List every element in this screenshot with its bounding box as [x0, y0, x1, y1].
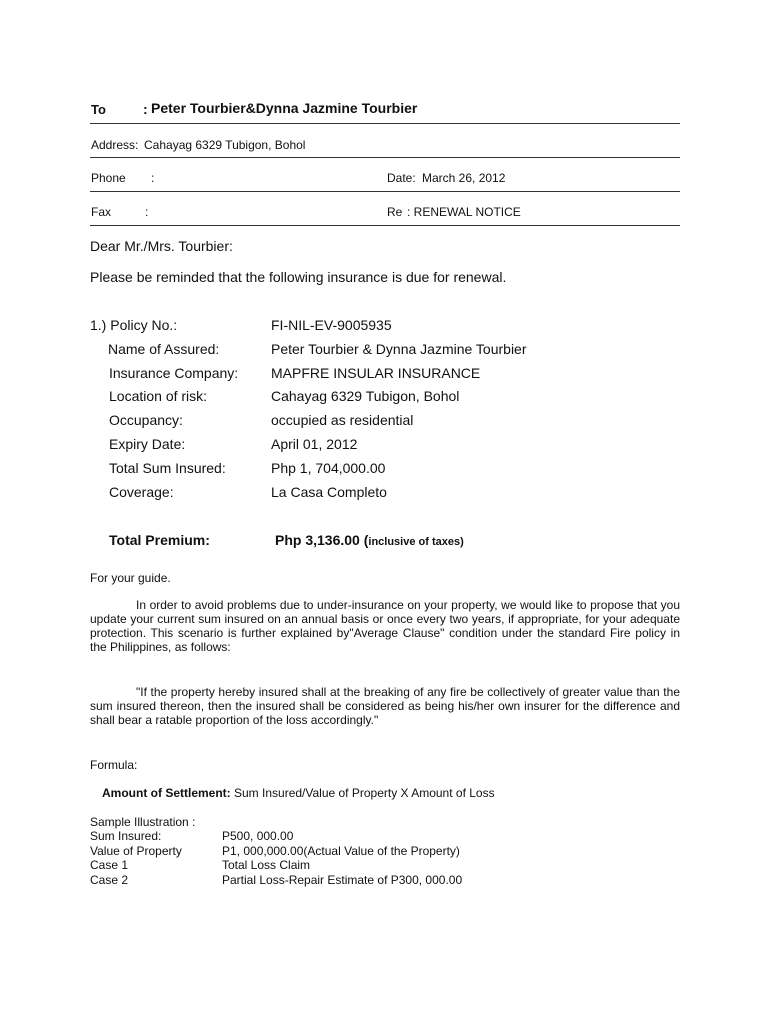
premium-amount: [275, 532, 464, 550]
illustration-label: Case 2: [90, 873, 129, 887]
policy-value: Php 1, 704,000.00: [271, 460, 386, 476]
policy-value: MAPFRE INSULAR INSURANCE: [271, 365, 481, 381]
premium-value: Php 3,136.00 (: [275, 532, 369, 548]
policy-label: Occupancy:: [109, 412, 183, 428]
policy-value: April 01, 2012: [271, 436, 358, 452]
policy-value: La Casa Completo: [271, 484, 387, 500]
date-label: Date:: [387, 171, 416, 185]
illustration-label: Sum Insured:: [90, 829, 162, 843]
policy-value: Cahayag 6329 Tubigon, Bohol: [271, 388, 460, 404]
guide-text: For your guide.: [90, 571, 171, 585]
intro-text: Please be reminded that the following insurance is due for renewal.: [90, 269, 507, 285]
to-colon: :: [143, 101, 148, 117]
settlement-line: [102, 786, 495, 800]
divider: [90, 157, 680, 158]
illustration-value: P1, 000,000.00(Actual Value of the Property): [222, 844, 460, 858]
illustration-value: P500, 000.00: [222, 829, 294, 843]
divider: [90, 123, 680, 124]
policy-label: Location of risk:: [109, 388, 208, 404]
address-value: Cahayag 6329 Tubigon, Bohol: [144, 138, 306, 152]
divider: [90, 191, 680, 192]
illustration-label: Case 1: [90, 858, 129, 872]
formula-label: Formula:: [90, 758, 138, 772]
phone-colon: :: [151, 171, 155, 185]
policy-label: Insurance Company:: [109, 365, 239, 381]
policy-label: Name of Assured:: [108, 341, 220, 357]
phone-label: Phone: [91, 171, 126, 185]
policy-label: 1.) Policy No.:: [90, 317, 178, 333]
policy-label: Coverage:: [109, 484, 174, 500]
policy-label: Expiry Date:: [109, 436, 186, 452]
illustration-value: Total Loss Claim: [222, 858, 311, 872]
salutation: Dear Mr./Mrs. Tourbier:: [90, 238, 233, 254]
explanation-paragraph: In order to avoid problems due to under-insurance on your property, we would like to propose that you update your current sum insured on an annual basis or once every two years, if appropriate, for your adequate protection. This scenario is further explained by"Average Clause" condition under the standard Fire policy in the Philippines, as follows:: [90, 598, 680, 654]
policy-value: occupied as residential: [271, 412, 414, 428]
re-label: Re: [387, 205, 403, 219]
date-value: March 26, 2012: [422, 171, 506, 185]
to-label: To: [91, 102, 106, 117]
re-value: : RENEWAL NOTICE: [407, 205, 521, 219]
premium-label: Total Premium:: [109, 532, 210, 548]
policy-value: FI-NIL-EV-9005935: [271, 317, 392, 333]
fax-colon: :: [145, 205, 149, 219]
recipient-name: Peter Tourbier&Dynna Jazmine Tourbier: [151, 100, 418, 116]
illustration-value: Partial Loss-Repair Estimate of P300, 000.00: [222, 873, 463, 887]
policy-label: Total Sum Insured:: [109, 460, 226, 476]
fax-label: Fax: [91, 205, 112, 219]
settlement-value: Sum Insured/Value of Property X Amount of Loss: [230, 786, 495, 800]
address-label: Address:: [91, 138, 139, 152]
illustration-label: Value of Property: [90, 844, 182, 858]
premium-note: inclusive of taxes): [368, 536, 464, 548]
average-clause-quote: "If the property hereby insured shall at the breaking of any fire be collectively of greater value than the sum insured thereon, then the insured shall be considered as being his/her own insurer for the difference and shall bear a ratable proportion of the loss accordingly.": [90, 685, 680, 727]
divider: [90, 225, 680, 226]
illustration-title: Sample Illustration :: [90, 815, 196, 829]
policy-value: Peter Tourbier & Dynna Jazmine Tourbier: [271, 341, 527, 357]
settlement-label: Amount of Settlement:: [102, 786, 231, 800]
